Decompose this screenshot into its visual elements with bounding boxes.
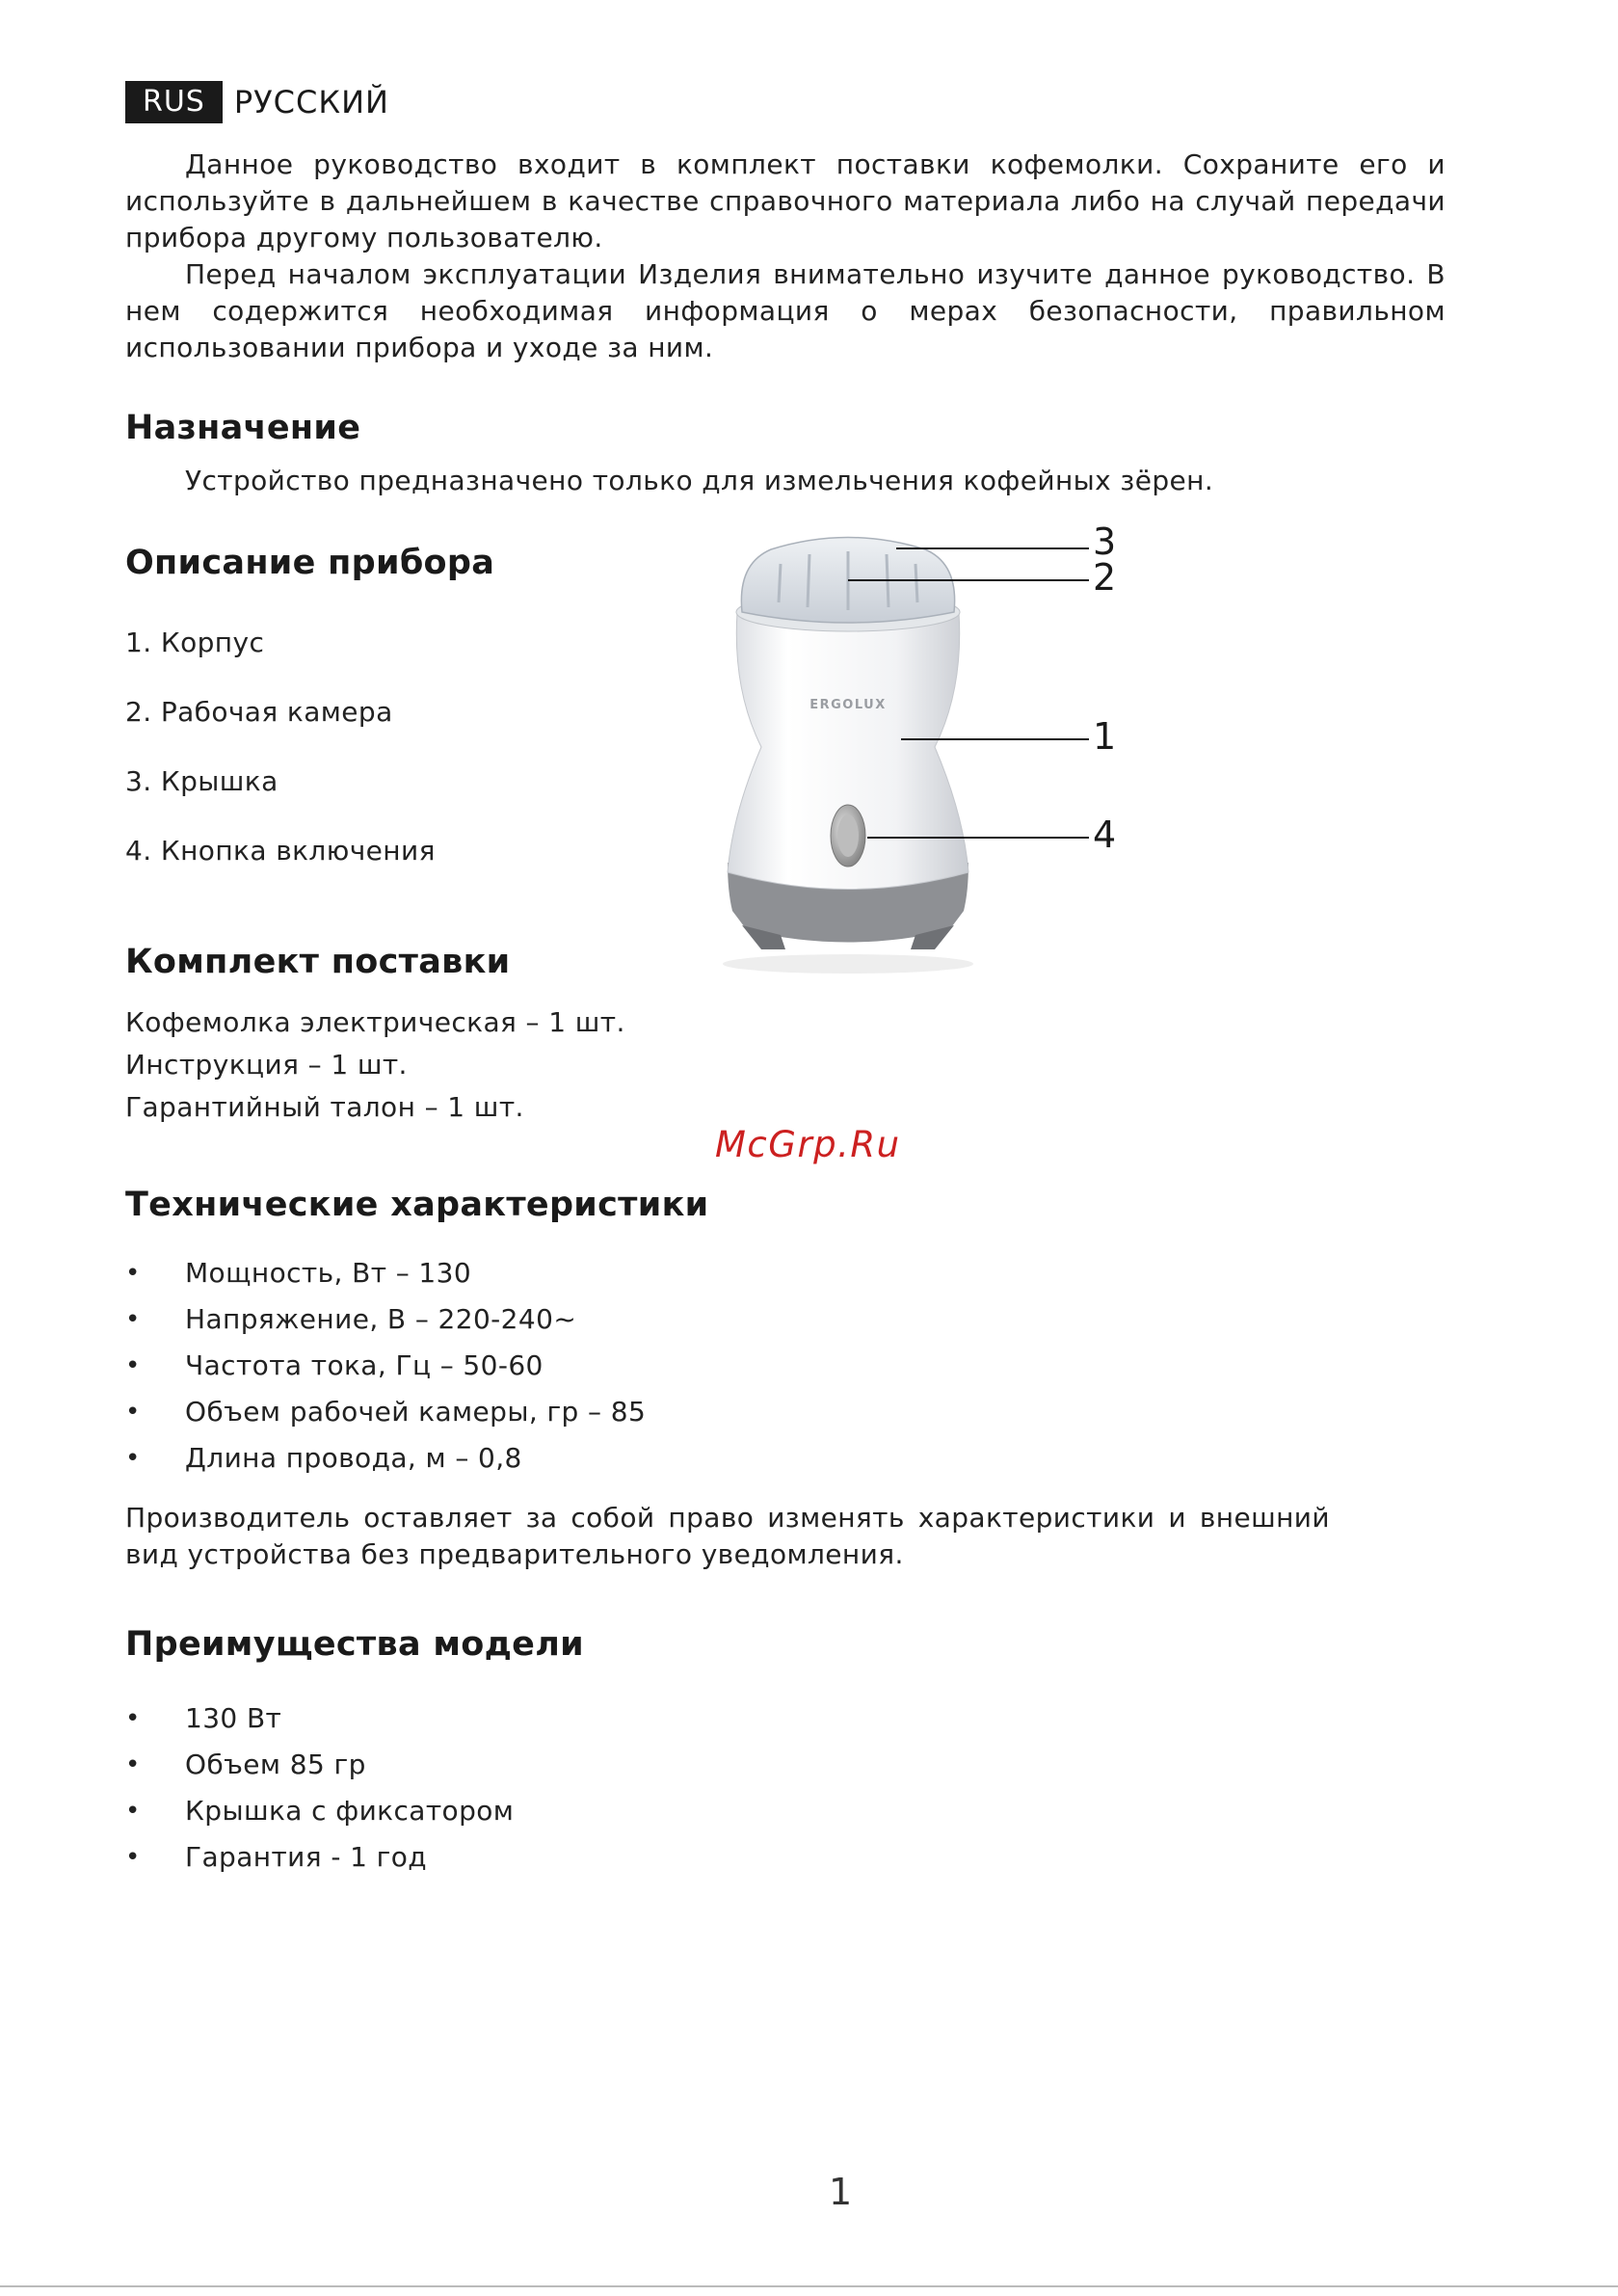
spec-item [125, 1255, 471, 1292]
bullet-icon: • [125, 1444, 141, 1473]
advantage-item-text: Крышка с фиксатором [185, 1795, 515, 1827]
package-item: Инструкция – 1 шт. [125, 1049, 408, 1081]
bullet-icon: • [125, 1750, 141, 1779]
bullet-icon: • [125, 1843, 141, 1872]
specs-heading: Технические характеристики [125, 1186, 709, 1224]
bullet-icon: • [125, 1398, 141, 1427]
bullet-icon: • [125, 1797, 141, 1826]
package-heading: Комплект поставки [125, 943, 511, 981]
description-item: 4. Кнопка включения [125, 835, 436, 867]
package-item: Кофемолка электрическая – 1 шт. [125, 1006, 625, 1038]
advantage-item [125, 1793, 514, 1829]
advantage-item-text: Объем 85 гр [185, 1749, 366, 1780]
spec-item-text: Длина провода, м – 0,8 [185, 1442, 522, 1474]
bullet-icon: • [125, 1704, 141, 1733]
callout-number-4: 4 [1093, 814, 1117, 856]
language-header [125, 81, 389, 123]
spec-item [125, 1394, 646, 1430]
base-shadow [723, 954, 973, 974]
purpose-text: Устройство предназначено только для измельчения кофейных зёрен. [185, 465, 1214, 496]
callout-number-3: 3 [1093, 521, 1117, 563]
advantage-item [125, 1839, 427, 1876]
advantage-item [125, 1747, 366, 1783]
page-number: 1 [829, 2171, 853, 2213]
language-code-badge: RUS [125, 81, 223, 123]
spec-item-text: Частота тока, Гц – 50-60 [185, 1349, 544, 1381]
bottom-divider [0, 2285, 1618, 2287]
advantage-item-text: 130 Вт [185, 1702, 282, 1734]
bullet-icon: • [125, 1351, 141, 1380]
advantages-heading: Преимущества модели [125, 1625, 584, 1664]
description-heading: Описание прибора [125, 544, 495, 582]
callout-number-2: 2 [1093, 556, 1117, 599]
package-item: Гарантийный талон – 1 шт. [125, 1091, 524, 1123]
spec-item-text: Мощность, Вт – 130 [185, 1257, 472, 1289]
spec-item [125, 1440, 522, 1477]
bullet-icon: • [125, 1259, 141, 1288]
spec-item [125, 1301, 576, 1338]
spec-item-text: Напряжение, В – 220-240~ [185, 1303, 577, 1335]
language-name: РУССКИЙ [233, 84, 389, 120]
advantage-item [125, 1700, 281, 1737]
purpose-heading: Назначение [125, 409, 361, 447]
description-item: 3. Крышка [125, 765, 279, 797]
intro-paragraph-2: Перед началом эксплуатации Изделия внимательно изучите данное руководство. В нем содержится необходимая информация о мерах безопасности, правильном использовании прибора и уходе за ним. [125, 258, 1446, 363]
brand-logo: ERGOLUX [809, 698, 887, 712]
bullet-icon: • [125, 1305, 141, 1334]
callout-number-1: 1 [1093, 715, 1117, 758]
specs-note: Производитель оставляет за собой право изменять характеристики и внешний вид устройства без предварительного уведомления. [125, 1502, 1330, 1570]
description-item: 2. Рабочая камера [125, 696, 393, 728]
spec-item [125, 1348, 544, 1384]
description-item: 1. Корпус [125, 627, 265, 658]
spec-item-text: Объем рабочей камеры, гр – 85 [185, 1396, 647, 1428]
intro-paragraph-1: Данное руководство входит в комплект поставки кофемолки. Сохраните его и используйте в дальнейшем в качестве справочного материала либо на случай передачи прибора другому пользователю. [125, 148, 1446, 254]
watermark-link[interactable]: McGrp.Ru [715, 1124, 901, 1165]
advantage-item-text: Гарантия - 1 год [185, 1841, 428, 1873]
callout-lines [838, 525, 1127, 853]
